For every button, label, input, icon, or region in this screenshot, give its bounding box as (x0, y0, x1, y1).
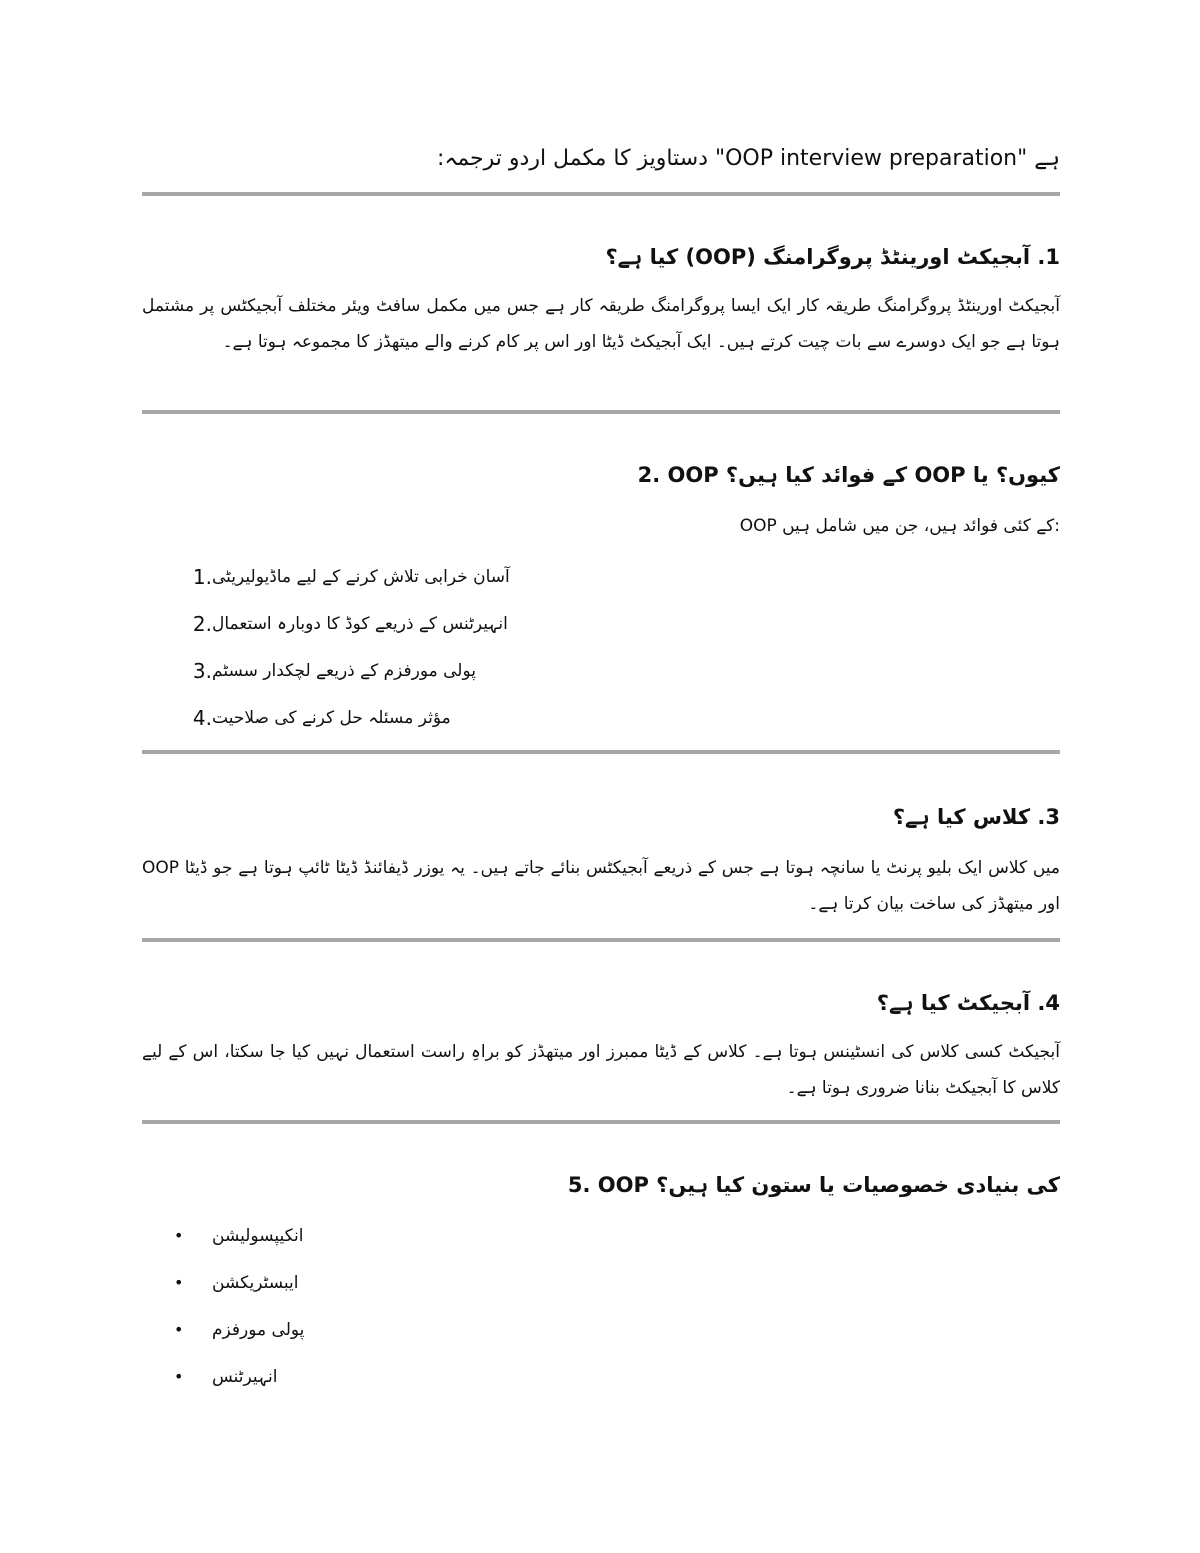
list-item (142, 553, 1060, 600)
list-item-text: مؤثر مسئلہ حل کرنے کی صلاحیت (212, 708, 451, 728)
list-item (142, 1212, 1060, 1259)
section-1-heading: 1. آبجیکٹ اورینٹڈ پروگرامنگ (OOP) کیا ہے؟ (605, 245, 1060, 269)
bullet-marker: • (174, 1367, 184, 1386)
list-number: 3. (192, 658, 212, 683)
list-item (142, 1353, 1060, 1400)
section-1-paragraph: آبجیکٹ اورینٹڈ پروگرامنگ طریقہ کار ایک ایسا پروگرامنگ طریقہ کار ہے جس میں مکمل سافٹ ویئر مختلف آبجیکٹس پر مشتمل ہوتا ہے جو ایک دوسرے سے بات چیت کرتے ہیں۔ ایک آبجیکٹ ڈیٹا اور اس پر کام کرنے والے میتھڈز کا مجموعہ ہوتا ہے۔ (142, 296, 1060, 352)
section-3-paragraph: OOP میں کلاس ایک بلیو پرنٹ یا سانچہ ہوتا ہے جس کے ذریعے آبجیکٹس بنائے جاتے ہیں۔ یہ یوزر ڈیفائنڈ ڈیٹا ٹائپ ہوتا ہے جو ڈیٹا اور میتھڈز کی ساخت بیان کرتا ہے۔ (142, 858, 1060, 914)
section-divider (142, 750, 1060, 754)
section-divider (142, 192, 1060, 196)
list-item-text: پولی مورفزم (212, 1319, 305, 1340)
section-divider (142, 410, 1060, 414)
list-number: 2. (192, 611, 212, 636)
list-item (142, 694, 1060, 741)
bullet-marker: • (174, 1320, 184, 1339)
bullet-marker: • (174, 1226, 184, 1245)
list-item-text: انکیپسولیشن (212, 1225, 304, 1246)
list-item (142, 1259, 1060, 1306)
list-item (142, 600, 1060, 647)
list-number: 4. (192, 705, 212, 730)
pillars-list (142, 1212, 1060, 1400)
benefits-list (142, 553, 1060, 741)
section-2-intro: OOP کے کئی فوائد ہیں، جن میں شامل ہیں: (739, 516, 1060, 536)
list-item-text: ایبسٹریکشن (212, 1272, 299, 1293)
list-item-text: انہیرٹنس کے ذریعے کوڈ کا دوبارہ استعمال (212, 614, 508, 634)
list-number: 1. (192, 564, 212, 589)
list-item-text: آسان خرابی تلاش کرنے کے لیے ماڈیولیریٹی (212, 567, 510, 587)
section-3-heading: 3. کلاس کیا ہے؟ (892, 805, 1060, 829)
intro-line: ہے "OOP interview preparation" دستاویز کا مکمل اردو ترجمہ: (437, 146, 1060, 171)
section-4-heading: 4. آبجیکٹ کیا ہے؟ (876, 991, 1060, 1015)
section-5-heading: 5. OOP کی بنیادی خصوصیات یا ستون کیا ہیں؟ (567, 1173, 1060, 1197)
section-2-heading: 2. OOP کے فوائد کیا ہیں؟ OOP کیوں؟ یا (637, 463, 1060, 487)
list-item (142, 647, 1060, 694)
section-divider (142, 938, 1060, 942)
list-item-text: انہیرٹنس (212, 1367, 278, 1387)
section-4-paragraph: آبجیکٹ کسی کلاس کی انسٹینس ہوتا ہے۔ کلاس کے ڈیٹا ممبرز اور میتھڈز کو براہِ راست استعمال نہیں کیا جا سکتا، اس کے لیے کلاس کا آبجیکٹ بنانا ضروری ہوتا ہے۔ (142, 1042, 1060, 1098)
list-item (142, 1306, 1060, 1353)
bullet-marker: • (174, 1273, 184, 1292)
list-item-text: پولی مورفزم کے ذریعے لچکدار سسٹم (212, 661, 476, 681)
section-divider (142, 1120, 1060, 1124)
